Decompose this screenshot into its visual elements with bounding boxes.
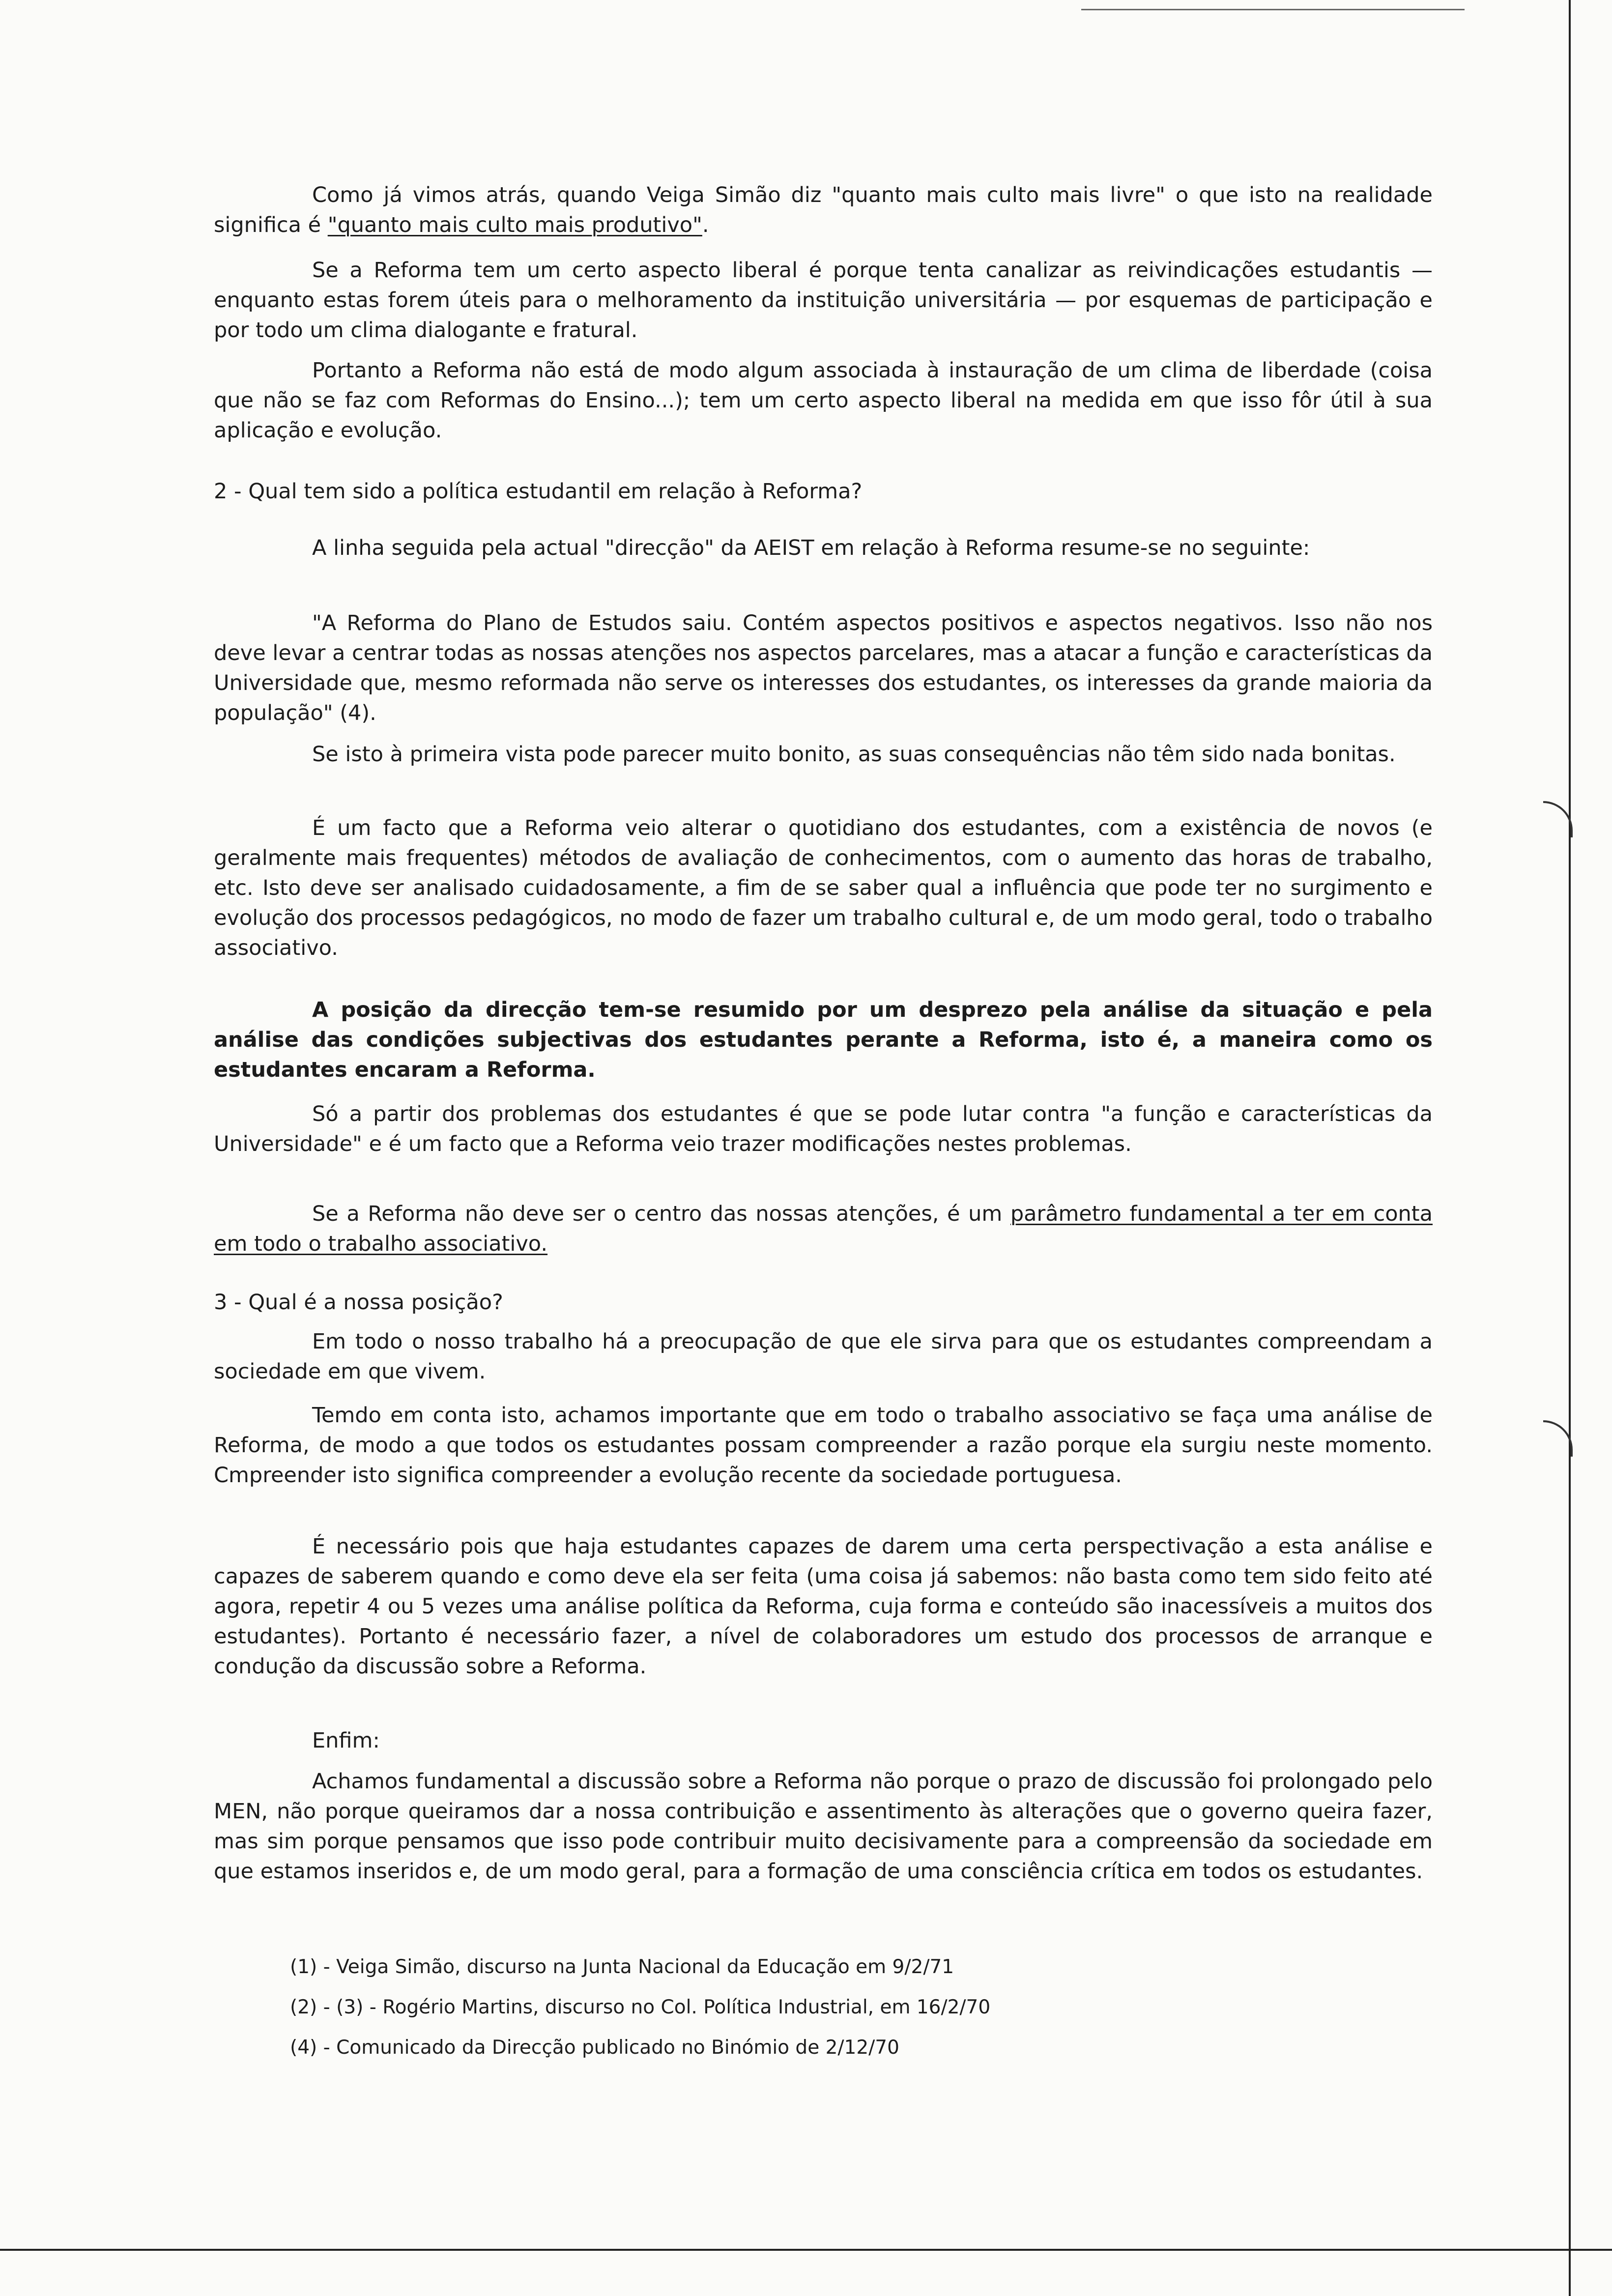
section-heading-3: 3 - Qual é a nossa posição? — [214, 1290, 503, 1315]
paragraph-15: Achamos fundamental a discussão sobre a Reforma não porque o prazo de discussão foi prolongado pelo MEN, não porque queiramos dar a nossa contribuição e assentimento às alterações que o governo queira fazer, mas sim porque pensamos que isso pode contribuir muito decisivamente para a compreensão da sociedade em que estamos inseridos e, de um modo geral, para a formação de uma consciência crítica em todos os estudantes. — [214, 1769, 1433, 1884]
paragraph-13: É necessário pois que haja estudantes capazes de darem uma certa perspectivação a esta análise e capazes de saberem quando e como deve ela ser feita (uma coisa já sabemos: não basta como tem sido feito até agora, repetir 4 ou 5 vezes uma análise política da Reforma, cuja forma e conteúdo são inacessíveis a muitos dos estudantes). Portanto é necessário fazer, a nível de colaboradores um estudo dos processos de arranque e condução da discussão sobre a Reforma. — [214, 1534, 1433, 1679]
paragraph-6: Se isto à primeira vista pode parecer muito bonito, as suas consequências não têm sido nada bonitas. — [312, 742, 1396, 767]
underlined-phrase: "quanto mais culto mais produtivo" — [327, 213, 702, 237]
paragraph-11: Em todo o nosso trabalho há a preocupação de que ele sirva para que os estudantes compreendam a sociedade em que vivem. — [214, 1329, 1433, 1384]
footnote-1: (1) - Veiga Simão, discurso na Junta Nacional da Educação em 9/2/71 — [290, 1956, 954, 1978]
paragraph-10: Se a Reforma não deve ser o centro das nossas atenções, é um parâmetro fundamental a ter em conta em todo o trabalho associativo. — [214, 1202, 1433, 1256]
paragraph-3: Portanto a Reforma não está de modo algum associada à instauração de um clima de liberdade (coisa que não se faz com Reformas do Ensino...); tem um certo aspecto liberal na medida em que isso fôr útil à sua aplicação e evolução. — [214, 358, 1433, 443]
footnote-3: (4) - Comunicado da Direcção publicado no Binómio de 2/12/70 — [290, 2037, 899, 2059]
footnote-2: (2) - (3) - Rogério Martins, discurso no Col. Política Industrial, em 16/2/70 — [290, 1996, 991, 2018]
paragraph-8: A posição da direcção tem-se resumido por um desprezo pela análise da situação e pela análise das condições subjectivas dos estudantes perante a Reforma, isto é, a maneira como os estudantes encaram a Reforma. — [214, 998, 1433, 1082]
paragraph-5: "A Reforma do Plano de Estudos saiu. Contém aspectos positivos e aspectos negativos. Isso não nos deve levar a centrar todas as nossas atenções nos aspectos parcelares, mas a atacar a função e características da Universidade que, mesmo reformada não serve os interesses dos estudantes, os interesses da grande maioria da população" (4). — [214, 611, 1433, 725]
binding-mark-lower — [1543, 1420, 1573, 1457]
paragraph-7: É um facto que a Reforma veio alterar o quotidiano dos estudantes, com a existência de novos (e geralmente mais frequentes) métodos de avaliação de conhecimentos, com o aumento das horas de trabalho, etc. Isto deve ser analisado cuidadosamente, a fim de se saber qual a influência que pode ter no surgimento e evolução dos processos pedagógicos, no modo de fazer um trabalho cultural e, de um modo geral, todo o trabalho associativo. — [214, 816, 1433, 960]
paragraph-4: A linha seguida pela actual "direcção" da AEIST em relação à Reforma resume-se no seguinte: — [312, 536, 1310, 560]
paragraph-1: Como já vimos atrás, quando Veiga Simão diz "quanto mais culto mais livre" o que isto na realidade significa é "quanto mais culto mais produtivo". — [214, 183, 1433, 237]
paragraph-2: Se a Reforma tem um certo aspecto liberal é porque tenta canalizar as reivindicações estudantis — enquanto estas forem úteis para o melhoramento da instituição universitária — por esquemas de participação e por todo um clima dialogante e fratural. — [214, 258, 1433, 343]
right-border-line — [1569, 0, 1571, 2296]
binding-mark-upper — [1543, 801, 1573, 837]
bottom-border-line — [0, 2249, 1612, 2251]
paragraph-12: Temdo em conta isto, achamos importante que em todo o trabalho associativo se faça uma análise de Reforma, de modo a que todos os estudantes possam compreender a razão porque ela surgiu neste momento. Cmpreender isto significa compreender a evolução recente da sociedade portuguesa. — [214, 1403, 1433, 1488]
paragraph-14: Enfim: — [312, 1728, 380, 1753]
paragraph-9: Só a partir dos problemas dos estudantes é que se pode lutar contra "a função e características da Universidade" e é um facto que a Reforma veio trazer modificações nestes problemas. — [214, 1102, 1433, 1156]
section-heading-2: 2 - Qual tem sido a política estudantil em relação à Reforma? — [214, 479, 863, 504]
top-scan-line — [1081, 9, 1465, 10]
underlined-phrase: parâmetro fundamental a ter em conta em todo o trabalho associativo. — [214, 1202, 1433, 1256]
